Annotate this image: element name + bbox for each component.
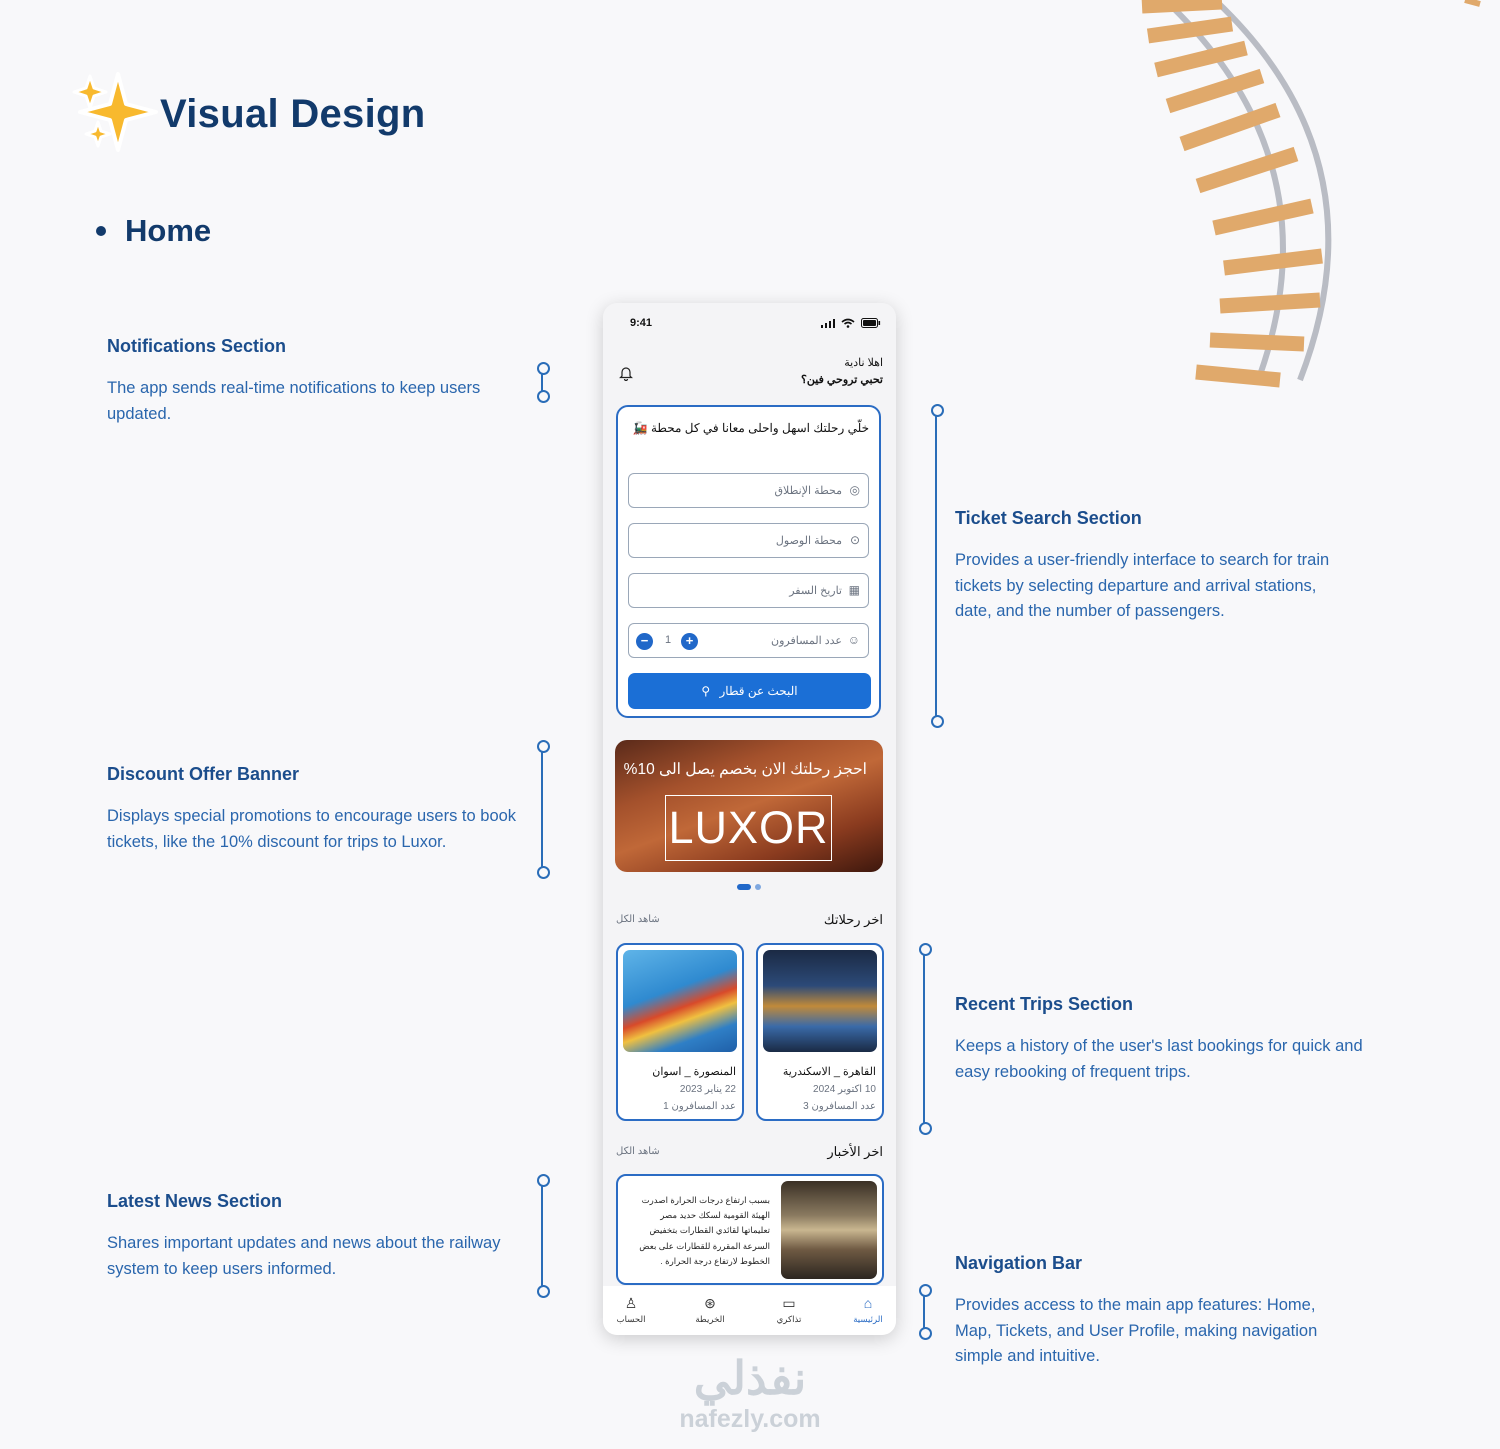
date-placeholder: تاريخ السفر: [789, 585, 842, 597]
trip-image: [623, 950, 737, 1052]
search-train-button[interactable]: [628, 673, 871, 709]
trip-route: القاهرة _ الاسكندرية: [782, 1066, 876, 1078]
news-title: اخر الأخبار: [827, 1144, 883, 1159]
nav-label: الخريطة: [695, 1314, 725, 1324]
recent-trips-see-all[interactable]: شاهد الكل: [616, 914, 660, 925]
recent-trips-annotation-desc: Keeps a history of the user's last bookings for quick and easy rebooking of frequent trips.: [955, 1037, 1363, 1081]
banner-offer-text: احجز رحلتك الان بخصم يصل الى 10%: [623, 761, 867, 778]
section-heading: Home: [125, 213, 212, 248]
departure-station-field[interactable]: [628, 473, 869, 508]
greeting-name: اهلا نادية: [844, 357, 883, 369]
battery-icon: [861, 318, 881, 328]
nav-item-map[interactable]: [685, 1295, 735, 1325]
nav-item-home[interactable]: [843, 1295, 893, 1325]
news-see-all[interactable]: شاهد الكل: [616, 1146, 660, 1157]
wifi-icon: [841, 318, 855, 328]
increase-passengers-button[interactable]: +: [681, 633, 698, 650]
home-icon: ⌂: [863, 1295, 873, 1311]
nav-label: تذاكري: [776, 1314, 802, 1324]
ticket-search-card: [616, 405, 881, 718]
trip-date: 22 يناير 2023: [679, 1084, 736, 1095]
passengers-label: عدد المسافرون: [771, 635, 842, 647]
ticket-search-connector: [935, 410, 937, 720]
trip-date: 10 اكتوبر 2024: [813, 1084, 876, 1095]
bell-icon[interactable]: [619, 366, 633, 381]
departure-placeholder: محطة الإنطلاق: [774, 485, 842, 497]
railway-track-icon: [1120, 0, 1500, 390]
decrease-passengers-button[interactable]: −: [636, 633, 653, 650]
connector-dot: [919, 1284, 932, 1297]
connector-dot: [919, 1327, 932, 1340]
nav-item-account[interactable]: [606, 1295, 656, 1325]
recent-trips-title: اخر رحلاتك: [823, 912, 883, 927]
news-connector: [541, 1180, 543, 1290]
notifications-annotation-title: Notifications Section: [107, 336, 287, 356]
discount-annotation-title: Discount Offer Banner: [107, 764, 300, 784]
connector-dot: [919, 1122, 932, 1135]
news-text: بسبب ارتفاع درجات الحرارة اصدرت الهيئة القومية لسكك حديد مصر تعليماتها لقائدي القطارات بتخفيض السرعة المقررة للقطارات على بعض الخطوط لارتفاع درجة الحرارة .: [639, 1195, 770, 1266]
navigation-annotation-desc: Provides access to the main app features: Home, Map, Tickets, and User Profile, making navigation simple and intuitive.: [955, 1296, 1318, 1365]
connector-dot: [537, 362, 550, 375]
trip-image: [763, 950, 877, 1052]
carousel-indicator[interactable]: [755, 884, 761, 890]
trip-card[interactable]: [756, 943, 884, 1121]
connector-dot: [931, 404, 944, 417]
nav-label: الرئيسية: [853, 1314, 883, 1324]
recent-trips-connector: [923, 950, 925, 1128]
passengers-stepper[interactable]: [628, 623, 869, 658]
trip-card[interactable]: [616, 943, 744, 1121]
map-icon: ⊛: [704, 1295, 716, 1311]
discount-annotation-desc: Displays special promotions to encourage users to book tickets, like the 10% discount for trips to Luxor.: [107, 807, 517, 851]
people-icon: ☺: [847, 633, 860, 647]
travel-date-field[interactable]: [628, 573, 869, 608]
discount-banner[interactable]: [615, 740, 883, 872]
discount-connector: [541, 748, 543, 872]
trip-passengers: عدد المسافرون 3: [803, 1101, 876, 1112]
connector-dot: [931, 715, 944, 728]
search-card-title: خلّي رحلتك اسهل واحلى معانا في كل محطة 🚂: [632, 421, 869, 435]
connector-dot: [537, 866, 550, 879]
watermark-latin: nafezly.com: [679, 1405, 821, 1433]
watermark: [655, 1352, 845, 1434]
status-time: 9:41: [630, 317, 653, 329]
connector-dot: [537, 1285, 550, 1298]
ticket-search-annotation-title: Ticket Search Section: [955, 508, 1142, 528]
passengers-count: 1: [665, 634, 672, 646]
news-card[interactable]: [616, 1174, 884, 1285]
sparkle-icon: [66, 66, 162, 162]
location-target-icon: ◎: [849, 483, 860, 497]
location-pin-icon: ⊙: [849, 533, 860, 547]
carousel-indicator-active[interactable]: [737, 884, 751, 890]
news-image: [781, 1181, 877, 1279]
search-icon: ⚲: [701, 684, 711, 698]
news-annotation-desc: Shares important updates and news about the railway system to keep users informed.: [107, 1234, 501, 1278]
bottom-navigation-bar: [603, 1286, 896, 1335]
watermark-arabic: نفذلي: [693, 1352, 807, 1404]
recent-trips-annotation-title: Recent Trips Section: [955, 994, 1134, 1014]
notifications-annotation-desc: The app sends real-time notifications to keep users updated.: [107, 379, 481, 423]
luxor-logo: LUXOR: [665, 795, 832, 861]
calendar-icon: ▦: [848, 583, 860, 597]
connector-dot: [537, 1174, 550, 1187]
nav-label: الحساب: [616, 1314, 646, 1324]
ticket-icon: ▭: [782, 1295, 796, 1311]
navigation-annotation-title: Navigation Bar: [955, 1253, 1083, 1273]
ticket-search-annotation-desc: Provides a user-friendly interface to search for train tickets by selecting departure and arrival stations, date, and the number of passengers.: [955, 551, 1330, 620]
bullet-dot: [96, 226, 106, 236]
user-icon: ♙: [624, 1295, 638, 1311]
phone-mockup: [603, 303, 896, 1335]
arrival-placeholder: محطة الوصول: [775, 535, 842, 547]
search-button-label: البحث عن قطار: [719, 684, 798, 698]
connector-dot: [919, 943, 932, 956]
signal-icon: [821, 319, 835, 328]
page-title: Visual Design: [160, 92, 426, 136]
nav-item-tickets[interactable]: [764, 1295, 814, 1325]
connector-dot: [537, 740, 550, 753]
trip-route: المنصورة _ اسوان: [652, 1066, 736, 1078]
connector-dot: [537, 390, 550, 403]
greeting-question: تحبي تروحي فين؟: [801, 374, 883, 386]
arrival-station-field[interactable]: [628, 523, 869, 558]
trip-passengers: عدد المسافرون 1: [663, 1101, 736, 1112]
news-annotation-title: Latest News Section: [107, 1191, 283, 1211]
